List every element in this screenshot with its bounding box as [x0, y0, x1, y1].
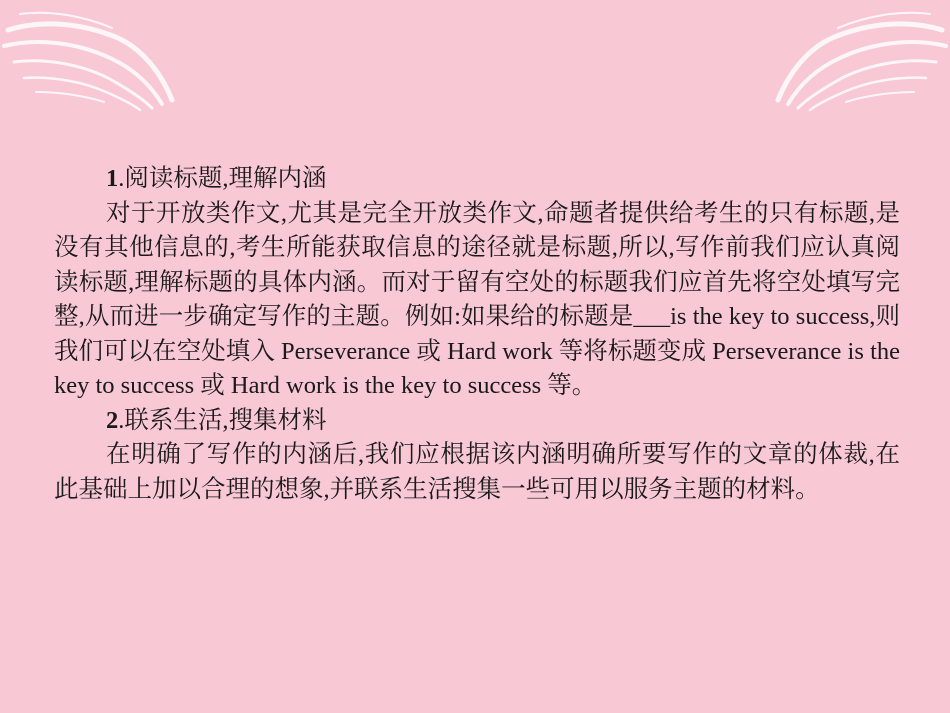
- section-paragraph: 对于开放类作文,尤其是完全开放类作文,命题者提供给考生的只有标题,是没有其他信息的,考生所能获取信息的途径就是标题,所以,写作前我们应认真阅读标题,理解标题的具体内涵。而对于留有空处的标题我们应首先将空处填写完整,从而进一步确定写作的主题。例如:如果给的标题是___is the key to success,则我们可以在空处填入 Perseverance 或 Hard work 等将标题变成 Perseverance is the key to success 或 Hard work is the key to success 等。: [54, 199, 900, 399]
- section-heading: [54, 404, 900, 439]
- right-wing-decoration: [760, 0, 950, 120]
- section-title: .阅读标题,理解内涵: [118, 165, 327, 192]
- main-content: [54, 162, 900, 507]
- section-title: .联系生活,搜集材料: [118, 406, 327, 434]
- section-paragraph: 在明确了写作的内涵后,我们应根据该内涵明确所要写作的文章的体裁,在此基础上加以合理的想象,并联系生活搜集一些可用以服务主题的材料。: [54, 441, 900, 503]
- left-wing-decoration: [0, 0, 190, 120]
- section-number: 1: [106, 165, 119, 192]
- section-heading: [54, 162, 900, 197]
- section-number: 2: [106, 406, 119, 434]
